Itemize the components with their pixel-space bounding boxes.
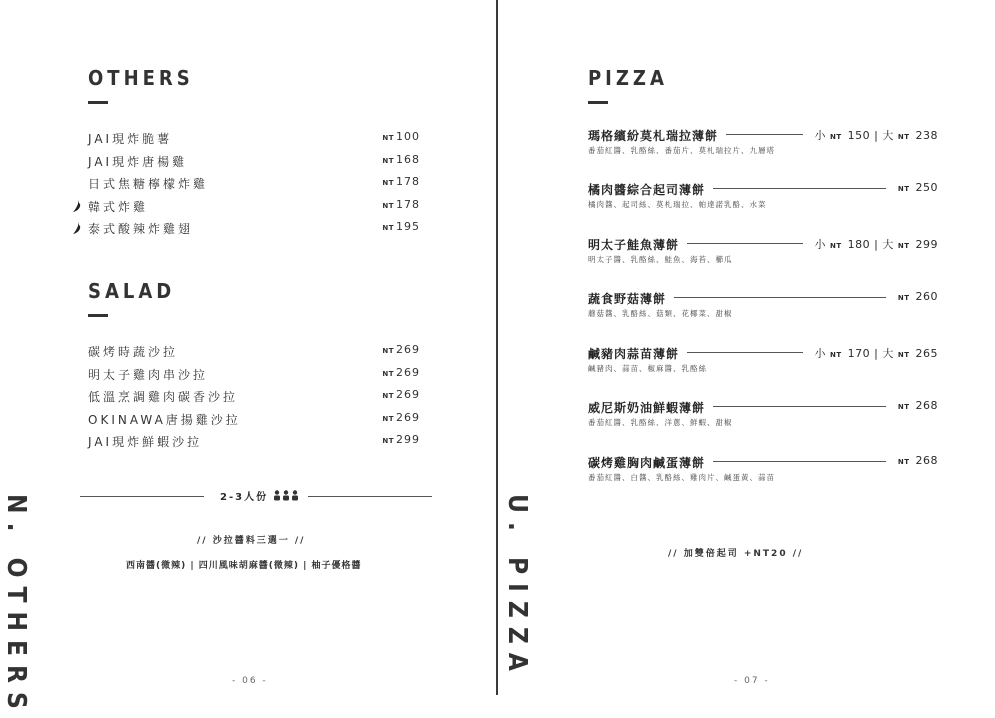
menu-item: [88, 433, 420, 455]
others-title-bar: [88, 101, 108, 104]
price-value: 168: [396, 152, 420, 166]
pizza-item: [588, 345, 938, 375]
pizza-name: 威尼斯奶油鮮蝦薄餅: [588, 401, 706, 415]
serving-size-divider: [80, 488, 432, 504]
page-number: - 07 -: [734, 676, 770, 686]
currency-label: NT: [382, 224, 394, 232]
dressing-options: 西南醬(微辣) | 四川風味胡麻醬(微辣) | 柚子優格醬: [126, 561, 362, 571]
pizza-description: 番茄紅醬、乳酪絲、番茄片、莫札瑞拉片、九層塔: [588, 146, 775, 155]
leader-line: [713, 188, 886, 189]
pizza-item: [588, 399, 938, 429]
pizza-item: [588, 236, 938, 266]
currency-label: NT: [382, 347, 394, 355]
menu-item: [88, 175, 420, 197]
pizza-item: [588, 454, 938, 484]
currency-label: NT: [382, 179, 394, 187]
pizza-price: NT 250: [897, 181, 938, 194]
price-value: 299: [396, 433, 420, 446]
pizza-price: 小 NT 170 | 大 NT 265: [814, 347, 938, 360]
menu-item-price: [382, 220, 420, 233]
pizza-description: 明太子醬、乳酪絲、鮭魚、海苔、櫛瓜: [588, 255, 733, 264]
pizza-item: [588, 181, 938, 211]
menu-item-price: [382, 153, 420, 166]
menu-item-name: 碳烤時蔬沙拉: [88, 345, 179, 359]
leader-line: [687, 352, 803, 353]
menu-item: [88, 153, 420, 175]
pizza-name: 橘肉醬綜合起司薄餅: [588, 183, 706, 197]
currency-label: NT: [382, 201, 394, 210]
leader-line: [713, 406, 886, 407]
salad-title-bar: [88, 314, 108, 317]
pizza-description: 蘑菇醬、乳酪絲、菇類、花椰菜、甜椒: [588, 309, 733, 318]
serving-label: 2-3人份: [220, 492, 269, 503]
chili-icon: [72, 221, 82, 235]
people-icon: [273, 490, 299, 501]
leader-line: [713, 461, 886, 462]
menu-item-price: [382, 366, 420, 379]
pizza-price: 小 NT 180 | 大 NT 299: [814, 238, 938, 251]
price-value: 178: [396, 197, 420, 211]
pizza-name: 明太子鮭魚薄餅: [588, 238, 680, 252]
leader-line: [726, 134, 803, 135]
menu-item-price: [382, 343, 420, 356]
menu-item: [88, 198, 420, 220]
menu-item: [88, 220, 420, 242]
price-value: 195: [396, 220, 420, 233]
menu-item-name: JAI現炸鮮蝦沙拉: [88, 435, 203, 449]
currency-label: NT: [382, 392, 394, 400]
pizza-price: 小 NT 150 | 大 NT 238: [814, 129, 938, 142]
menu-item: [88, 411, 420, 433]
leader-line: [674, 297, 886, 298]
price-value: 269: [396, 388, 420, 401]
dressing-note: // 沙拉醬料三選一 //: [197, 536, 306, 546]
price-value: 269: [396, 410, 420, 424]
page-number: - 06 -: [232, 676, 268, 686]
divider-line-left: [80, 496, 204, 497]
currency-label: NT: [382, 437, 394, 445]
menu-item-name: 低溫烹調雞肉碳香沙拉: [88, 390, 239, 404]
pizza-item: [588, 127, 938, 157]
menu-item-price: [382, 175, 420, 188]
currency-label: NT: [382, 134, 394, 142]
menu-item: [88, 366, 420, 388]
menu-item-name: 明太子雞肉串沙拉: [88, 367, 209, 382]
pizza-price: NT 268: [897, 454, 938, 467]
menu-item-name: JAI現炸唐楊雞: [88, 154, 188, 169]
price-value: 100: [396, 130, 420, 143]
menu-item: [88, 388, 420, 410]
others-title: OTHERS: [88, 66, 194, 90]
price-value: 178: [396, 175, 420, 188]
currency-label: NT: [382, 414, 394, 423]
menu-item-price: [382, 198, 420, 211]
menu-item-price: [382, 433, 420, 446]
pizza-description: 橘肉醬、起司絲、莫札瑞拉、帕達諾乳酪、水菜: [588, 200, 767, 209]
menu-item-name: OKINAWA唐揚雞沙拉: [88, 412, 241, 427]
pizza-name: 蔬食野菇薄餅: [588, 292, 667, 306]
pizza-title: PIZZA: [588, 66, 668, 90]
menu-item-price: [382, 388, 420, 401]
menu-item: [88, 130, 420, 152]
pizza-description: 鹹豬肉、蒜苗、椒麻醬、乳酪絲: [588, 364, 707, 373]
vertical-section-label: U. PIZZA: [502, 494, 532, 680]
pizza-name: 瑪格繽紛莫札瑞拉薄餅: [588, 129, 719, 143]
pizza-name: 鹹豬肉蒜苗薄餅: [588, 347, 680, 361]
pizza-description: 番茄紅醬、白醬、乳酪絲、雞肉片、鹹蛋黃、蒜苗: [588, 473, 775, 482]
pizza-description: 番茄紅醬、乳酪絲、洋蔥、鮮蝦、甜椒: [588, 418, 733, 427]
currency-label: NT: [382, 156, 394, 165]
divider-line-right: [308, 496, 432, 497]
price-value: 269: [396, 365, 420, 379]
leader-line: [687, 243, 803, 244]
menu-item-price: [382, 411, 420, 424]
pizza-title-bar: [588, 101, 608, 104]
left-page: [0, 0, 497, 718]
pizza-price: NT 260: [897, 290, 938, 303]
pizza-name: 碳烤雞胸肉鹹蛋薄餅: [588, 456, 706, 470]
menu-item-price: [382, 130, 420, 143]
currency-label: NT: [382, 369, 394, 378]
menu-item: [88, 343, 420, 365]
double-cheese-note: // 加雙倍起司 +NT20 //: [668, 549, 804, 559]
pizza-item: [588, 290, 938, 320]
menu-item-name: JAI現炸脆薯: [88, 132, 173, 146]
vertical-section-label: N. OTHERS: [1, 494, 31, 718]
salad-title: SALAD: [88, 279, 176, 303]
chili-icon: [72, 199, 82, 213]
menu-item-name: 日式焦糖檸檬炸雞: [88, 177, 209, 191]
menu-item-name: 韓式炸雞: [88, 199, 149, 214]
price-value: 269: [396, 343, 420, 356]
pizza-price: NT 268: [897, 399, 938, 412]
menu-item-name: 泰式酸辣炸雞翅: [88, 222, 194, 236]
